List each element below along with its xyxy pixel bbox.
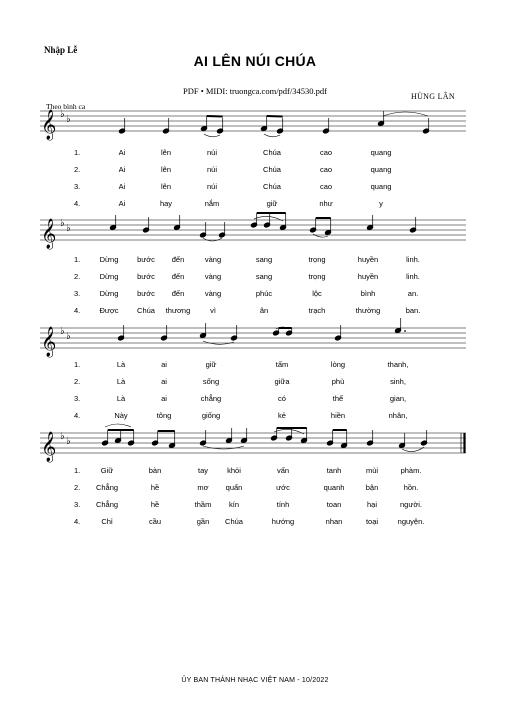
- lyric-syllable: thanh,: [387, 360, 409, 369]
- lyric-syllable: trọng: [308, 255, 326, 264]
- lyric-syllable: nhân,: [388, 411, 408, 420]
- lyric-syllable: quang: [370, 148, 392, 157]
- lyric-syllable: giữ: [205, 360, 217, 369]
- lyric-syllable: Là: [116, 377, 126, 386]
- lyric-syllable: bình: [360, 289, 376, 298]
- lyric-syllable: núi: [206, 182, 218, 191]
- lyric-syllable: Được: [99, 306, 119, 315]
- lyric-syllable: ai: [161, 394, 167, 403]
- lyric-syllable: ân: [259, 306, 269, 315]
- lyric-syllable: cao: [319, 148, 333, 157]
- lyric-syllable: huyền: [357, 272, 379, 281]
- lyric-syllable: vàng: [204, 289, 222, 298]
- lyric-syllable: núi: [206, 148, 218, 157]
- flat-icon: ♭: [60, 218, 65, 229]
- lyric-syllable: tấm: [275, 360, 289, 369]
- lyric-syllable: chẳng: [200, 394, 222, 403]
- source-link[interactable]: PDF • MIDI: truongca.com/pdf/34530.pdf: [183, 86, 327, 96]
- lyric-syllable: ai: [161, 360, 167, 369]
- lyric-syllable: kẻ: [278, 411, 286, 420]
- lyric-syllable: Dừng: [99, 289, 119, 298]
- lyric-syllable: như: [319, 199, 333, 208]
- lyric-syllable: đến: [171, 255, 185, 264]
- lyric-syllable: hiền: [330, 411, 346, 420]
- lyric-syllable: ai: [161, 377, 167, 386]
- lyric-syllable: hề: [150, 500, 160, 509]
- treble-clef-icon: 𝄞: [41, 327, 57, 357]
- lyric-syllable: bước: [137, 255, 155, 264]
- flat-icon: ♭: [66, 114, 71, 125]
- publisher-footer: ỦY BAN THÁNH NHẠC VIỆT NAM - 10/2022: [181, 677, 329, 684]
- lyric-syllable: phàm.: [400, 466, 422, 475]
- lyric-syllable: giống: [201, 411, 221, 420]
- lyric-syllable: phúc: [255, 289, 273, 298]
- lyric-syllable: Ai: [118, 199, 126, 208]
- lyric-syllable: sống: [202, 377, 220, 386]
- lyric-syllable: gần: [196, 517, 210, 526]
- verse-number: 3.: [74, 394, 81, 403]
- flat-icon: ♭: [60, 109, 65, 120]
- staff-system-3: [40, 318, 466, 358]
- lyric-syllable: bàn: [148, 466, 162, 475]
- lyric-syllable: nhan: [325, 517, 343, 526]
- flat-icon: ♭: [60, 326, 65, 337]
- lyric-syllable: Ai: [118, 165, 126, 174]
- verse-number: 2.: [74, 483, 81, 492]
- lyric-syllable: tay: [197, 466, 209, 475]
- lyric-syllable: giữ: [266, 199, 278, 208]
- lyric-syllable: toại: [365, 517, 379, 526]
- lyric-syllable: lên: [160, 165, 172, 174]
- lyric-syllable: gian,: [389, 394, 407, 403]
- lyric-syllable: sang: [255, 255, 273, 264]
- lyric-syllable: Chúa: [263, 165, 281, 174]
- lyric-line: [0, 199, 510, 211]
- verse-number: 2.: [74, 377, 81, 386]
- lyric-syllable: huyền: [357, 255, 379, 264]
- lyric-syllable: nguyện.: [397, 517, 425, 526]
- lyric-syllable: vì: [210, 306, 216, 315]
- treble-clef-icon: 𝄞: [41, 110, 57, 140]
- verse-number: 1.: [74, 255, 81, 264]
- verse-number: 2.: [74, 165, 81, 174]
- verse-number: 3.: [74, 182, 81, 191]
- lyric-syllable: Chỉ: [101, 517, 113, 526]
- lyric-syllable: tông: [156, 411, 172, 420]
- lyric-syllable: Giữ: [100, 466, 114, 475]
- lyric-syllable: cao: [319, 182, 333, 191]
- lyric-syllable: Dừng: [99, 272, 119, 281]
- lyric-syllable: thể: [332, 394, 344, 403]
- lyric-syllable: mùi: [365, 466, 379, 475]
- lyric-syllable: nắm: [204, 199, 220, 208]
- lyric-line: [0, 360, 510, 372]
- lyric-syllable: ước: [276, 483, 290, 492]
- lyric-syllable: Này: [114, 411, 128, 420]
- song-title: AI LÊN NÚI CHÚA: [193, 53, 317, 69]
- lyric-line: [0, 377, 510, 389]
- verse-number: 3.: [74, 500, 81, 509]
- verse-number: 2.: [74, 272, 81, 281]
- lyric-syllable: sang: [255, 272, 273, 281]
- lyric-syllable: sinh,: [390, 377, 406, 386]
- lyric-line: [0, 411, 510, 423]
- lyric-line: [0, 255, 510, 267]
- lyric-syllable: linh.: [406, 272, 420, 281]
- lyric-syllable: linh.: [406, 255, 420, 264]
- lyric-syllable: cao: [319, 165, 333, 174]
- lyric-syllable: hồn.: [403, 483, 419, 492]
- lyric-syllable: trọng: [308, 272, 326, 281]
- lyric-syllable: vàng: [204, 255, 222, 264]
- verse-number: 4.: [74, 411, 81, 420]
- staff-system-2: [40, 213, 466, 250]
- lyric-line: [0, 306, 510, 318]
- lyric-syllable: thầm: [194, 500, 212, 509]
- staff-system-4: [40, 424, 466, 463]
- flat-icon: ♭: [66, 436, 71, 447]
- lyric-syllable: bận: [365, 483, 379, 492]
- lyric-syllable: hướng: [271, 517, 295, 526]
- lyric-syllable: Chẳng: [95, 500, 119, 509]
- lyric-syllable: Là: [116, 394, 126, 403]
- lyric-syllable: cầu: [148, 517, 162, 526]
- lyric-syllable: lên: [160, 148, 172, 157]
- lyric-syllable: trạch: [308, 306, 326, 315]
- lyric-syllable: kín: [228, 500, 240, 509]
- lyric-syllable: phù: [331, 377, 345, 386]
- verse-number: 4.: [74, 517, 81, 526]
- lyric-syllable: Chẳng: [95, 483, 119, 492]
- verse-number: 3.: [74, 289, 81, 298]
- lyric-syllable: ban.: [405, 306, 421, 315]
- lyric-syllable: hề: [150, 483, 160, 492]
- lyric-syllable: giữa: [274, 377, 290, 386]
- lyric-syllable: Chúa: [225, 517, 243, 526]
- treble-clef-icon: 𝄞: [41, 219, 57, 249]
- lyric-line: [0, 148, 510, 160]
- lyric-syllable: Chúa: [263, 148, 281, 157]
- lyric-syllable: núi: [206, 165, 218, 174]
- lyric-syllable: lộc: [312, 289, 322, 298]
- lyric-line: [0, 289, 510, 301]
- lyric-syllable: Chúa: [137, 306, 155, 315]
- lyric-line: [0, 165, 510, 177]
- lyric-syllable: thường: [355, 306, 381, 315]
- lyric-syllable: Ai: [118, 148, 126, 157]
- flat-icon: ♭: [66, 331, 71, 342]
- lyric-syllable: toan: [326, 500, 342, 509]
- lyric-syllable: khỏi: [227, 466, 241, 475]
- flat-icon: ♭: [66, 223, 71, 234]
- lyric-line: [0, 394, 510, 406]
- lyric-syllable: Dừng: [99, 255, 119, 264]
- lyric-syllable: mơ: [197, 483, 209, 492]
- lyric-line: [0, 483, 510, 495]
- lyric-syllable: bước: [137, 272, 155, 281]
- lyric-syllable: an.: [407, 289, 419, 298]
- lyric-syllable: thương: [165, 306, 191, 315]
- lyric-syllable: quang: [370, 182, 392, 191]
- lyric-syllable: quẩn: [225, 483, 243, 492]
- lyric-syllable: tanh: [326, 466, 342, 475]
- lyric-syllable: đến: [171, 272, 185, 281]
- lyric-line: [0, 517, 510, 529]
- lyric-syllable: người.: [399, 500, 423, 509]
- lyric-syllable: quanh: [323, 483, 345, 492]
- staff-system-1: [40, 109, 466, 141]
- tempo-marking: Theo bình ca: [46, 102, 86, 111]
- lyric-line: [0, 182, 510, 194]
- lyric-line: [0, 466, 510, 478]
- lyric-syllable: quang: [370, 165, 392, 174]
- verse-number: 1.: [74, 466, 81, 475]
- lyric-syllable: Chúa: [263, 182, 281, 191]
- lyric-syllable: y: [379, 199, 383, 208]
- lyric-syllable: Là: [116, 360, 126, 369]
- lyric-syllable: có: [278, 394, 286, 403]
- lyric-syllable: đến: [171, 289, 185, 298]
- lyric-syllable: bước: [137, 289, 155, 298]
- liturgy-label: Nhập Lễ: [44, 45, 78, 55]
- flat-icon: ♭: [60, 431, 65, 442]
- lyric-line: [0, 272, 510, 284]
- verse-number: 4.: [74, 306, 81, 315]
- treble-clef-icon: 𝄞: [41, 432, 57, 462]
- lyric-syllable: hại: [366, 500, 378, 509]
- lyric-syllable: vấn: [276, 466, 290, 475]
- lyric-syllable: lòng: [330, 360, 346, 369]
- lyric-syllable: lên: [160, 182, 172, 191]
- lyric-syllable: tính: [276, 500, 290, 509]
- verse-number: 1.: [74, 148, 81, 157]
- verse-number: 1.: [74, 360, 81, 369]
- lyric-syllable: vàng: [204, 272, 222, 281]
- lyric-syllable: hay: [159, 199, 173, 208]
- composer-name: HÙNG LÂN: [411, 92, 455, 101]
- verse-number: 4.: [74, 199, 81, 208]
- lyric-line: [0, 500, 510, 512]
- lyric-syllable: Ai: [118, 182, 126, 191]
